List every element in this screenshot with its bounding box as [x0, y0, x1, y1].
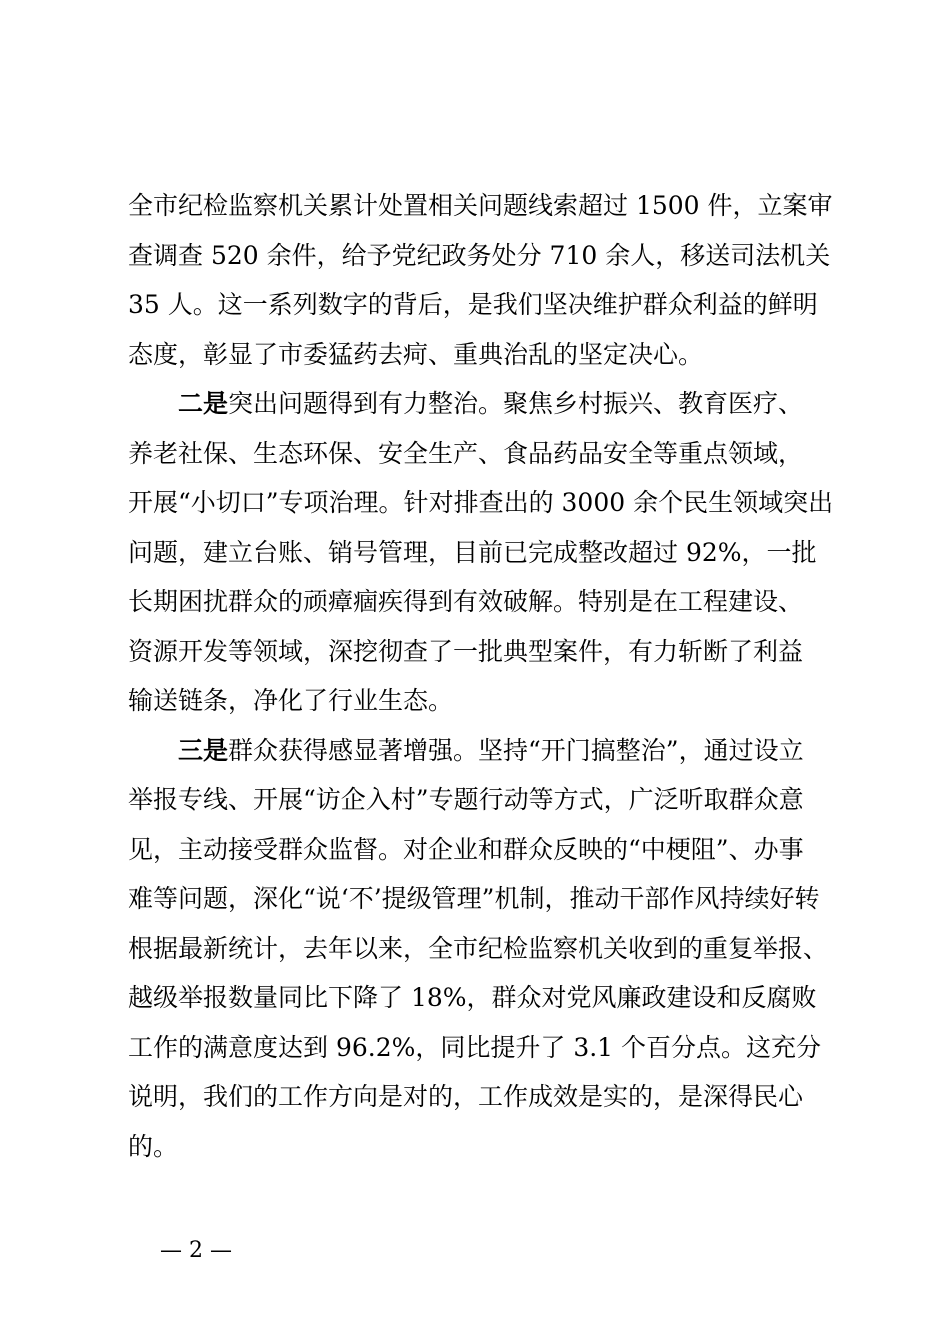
- text-line: 态度，彰显了市委猛药去疴、重典治乱的坚定决心。: [128, 339, 704, 369]
- text-line: 查调查 520 余件，给予党纪政务处分 710 余人，移送司法机关: [128, 240, 831, 270]
- text-line: 35 人。这一系列数字的背后，是我们坚决维护群众利益的鲜明: [128, 290, 818, 319]
- text-line: 难等问题，深化“说‘不’提级管理”机制，推动干部作风持续好转: [128, 884, 820, 913]
- paragraph-three-first-line: [128, 726, 868, 776]
- text-line: 说明，我们的工作方向是对的，工作成效是实的，是深得民心: [128, 1082, 804, 1111]
- text-line: 长期困扰群众的顽瘴痼疾得到有效破解。特别是在工程建设、: [128, 587, 804, 616]
- text-line: 输送链条，净化了行业生态。: [128, 686, 454, 715]
- text-line: 的。: [128, 1131, 179, 1161]
- text-line: 越级举报数量同比下降了 18%，群众对党风廉政建设和反腐败: [128, 983, 817, 1012]
- paragraph-two-text: 突出问题得到有力整治。聚焦乡村振兴、教育医疗、: [228, 389, 804, 418]
- text-line: 见，主动接受群众监督。对企业和群众反映的“中梗阻”、办事: [128, 834, 804, 864]
- text-line: 根据最新统计，去年以来，全市纪检监察机关收到的重复举报、: [128, 933, 829, 963]
- text-line: 资源开发等领域，深挖彻查了一批典型案件，有力斩断了利益: [128, 636, 804, 666]
- text-line: 工作的满意度达到 96.2%，同比提升了 3.1 个百分点。这充分: [128, 1032, 822, 1062]
- paragraph-two-first-line: [128, 379, 868, 429]
- text-line: 开展“小切口”专项治理。针对排查出的 3000 余个民生领域突出: [128, 488, 834, 517]
- paragraph-two-lead: 二是: [178, 389, 229, 418]
- text-line: 举报专线、开展“访企入村”专题行动等方式，广泛听取群众意: [128, 785, 804, 814]
- text-line: 问题，建立台账、销号管理，目前已完成整改超过 92%，一批: [128, 537, 817, 567]
- paragraph-three-lead: 三是: [178, 735, 229, 765]
- text-line: 全市纪检监察机关累计处置相关问题线索超过 1500 件，立案审: [128, 191, 833, 220]
- body-text: [128, 181, 868, 1171]
- page-number: — 2 —: [160, 1238, 232, 1263]
- text-line: 养老社保、生态环保、安全生产、食品药品安全等重点领域，: [128, 438, 804, 468]
- paragraph-three-text: 群众获得感显著增强。坚持“开门搞整治”，通过设立: [228, 735, 804, 765]
